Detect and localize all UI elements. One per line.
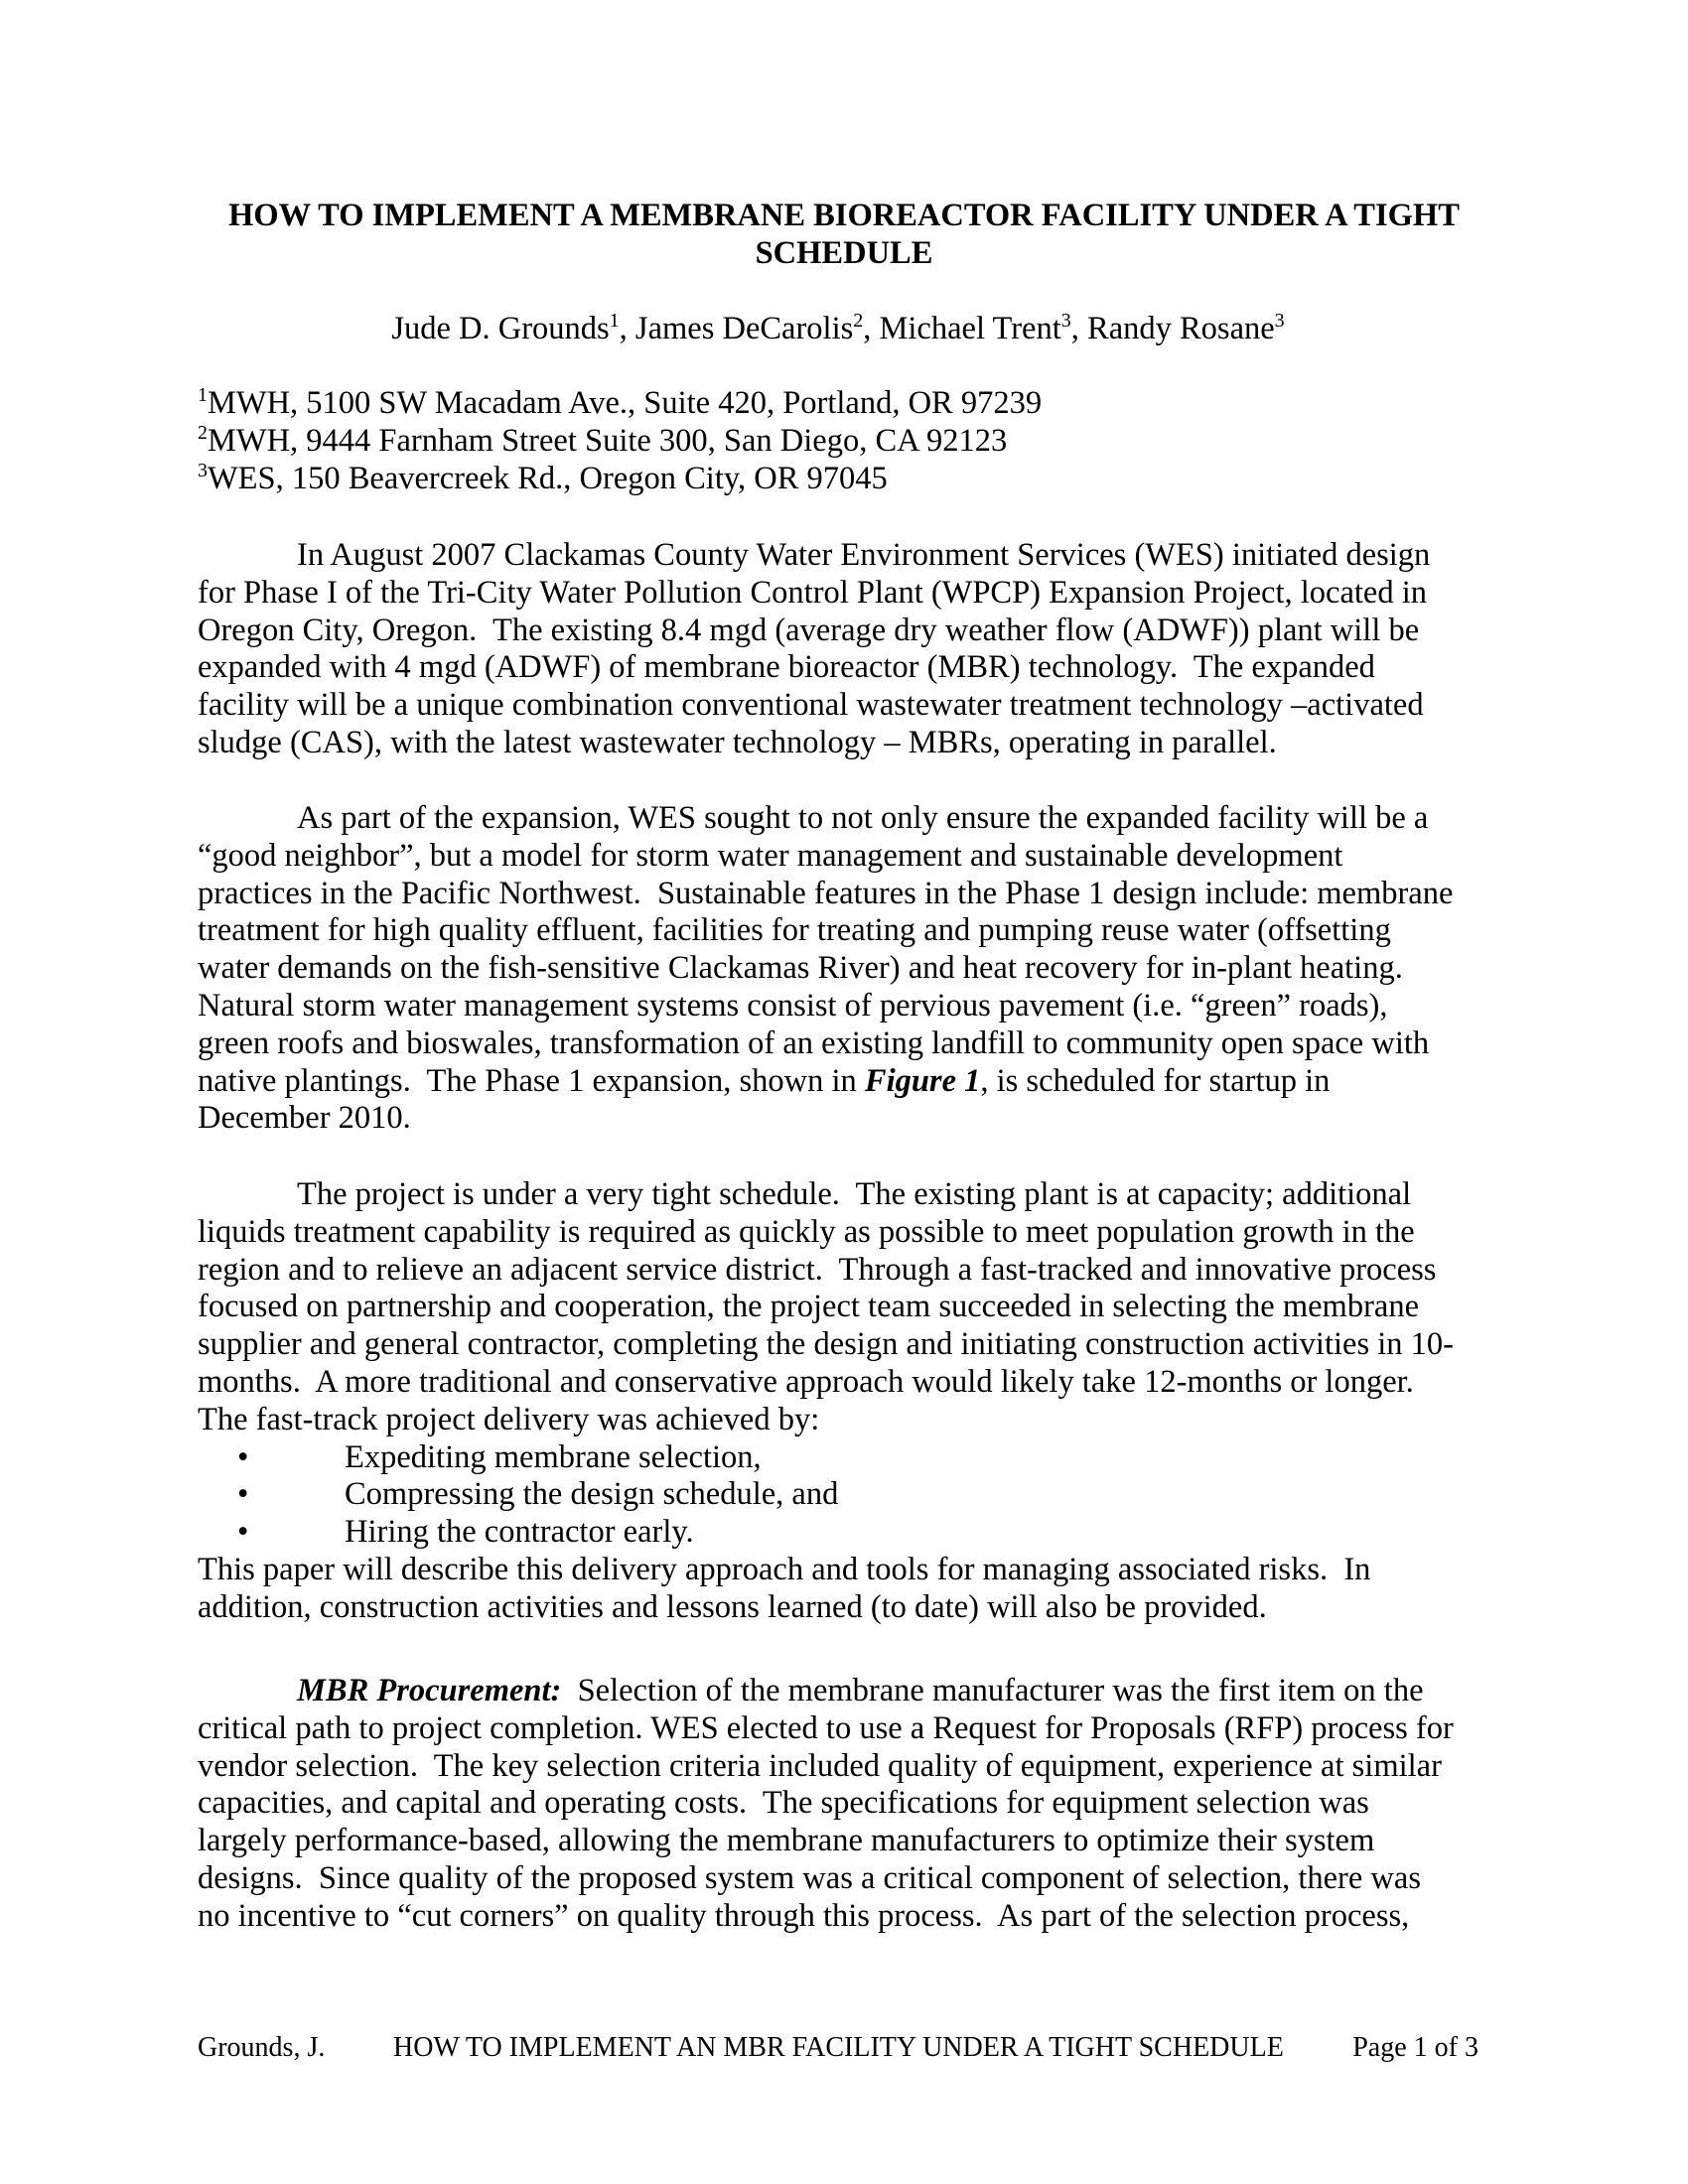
text-run: water demands on the fish-sensitive Clackamas River) and heat recovery for in-plant heating. xyxy=(198,950,1403,987)
text-run: liquids treatment capability is required as quickly as possible to meet population growth in the xyxy=(198,1213,1415,1250)
text-run: addition, construction activities and lessons learned (to date) will also be provided. xyxy=(198,1588,1267,1625)
text-run: critical path to project completion. WES elected to use a Request for Proposals (RFP) process for xyxy=(198,1709,1454,1746)
text-run: native plantings. The Phase 1 expansion, shown in xyxy=(198,1062,865,1099)
author-separator: , xyxy=(863,311,880,346)
text-run: designs. Since quality of the proposed system was a critical component of selection, there was xyxy=(198,1859,1421,1896)
affiliation-marker: 3 xyxy=(1274,310,1285,333)
text-line xyxy=(198,725,1478,762)
text-line xyxy=(198,1748,1478,1786)
text-line xyxy=(198,876,1478,913)
text-run: largely performance-based, allowing the membrane manufacturers to optimize their system xyxy=(198,1823,1375,1859)
affiliation-marker: 3 xyxy=(198,459,208,481)
text-run: The project is under a very tight schedule. The existing plant is at capacity; additional xyxy=(297,1176,1412,1212)
text-run: capacities, and capital and operating costs. The specifications for equipment selection was xyxy=(198,1785,1369,1822)
text-run: “good neighbor”, but a model for storm water management and sustainable development xyxy=(198,837,1343,874)
author-name: Randy Rosane xyxy=(1087,311,1275,346)
text-run: practices in the Pacific Northwest. Sustainable features in the Phase 1 design include: membrane xyxy=(198,875,1454,911)
paragraph-mbr-procurement xyxy=(198,1673,1478,1936)
bullet-icon: • xyxy=(237,1476,249,1513)
text-line xyxy=(198,1063,1478,1101)
text-line xyxy=(198,1214,1478,1252)
text-line xyxy=(198,687,1478,725)
text-line xyxy=(198,575,1478,613)
text-line xyxy=(198,912,1478,950)
text-run: treatment for high quality effluent, facilities for treating and pumping reuse water (offsetting xyxy=(198,912,1391,949)
author-separator: , xyxy=(1070,311,1088,346)
text-line xyxy=(198,1673,1478,1710)
author-line xyxy=(198,311,1478,348)
text-run: no incentive to “cut corners” on quality through this process. As part of the selection process, xyxy=(198,1897,1410,1934)
text-run: Natural storm water management systems consist of pervious pavement (i.e. “green” roads), xyxy=(198,987,1388,1024)
affiliation-text: WES, 150 Beavercreek Rd., Oregon City, OR 97045 xyxy=(208,460,888,496)
author-name: James DeCarolis xyxy=(634,311,854,346)
text-line xyxy=(198,1710,1478,1748)
footer-author: Grounds, J. xyxy=(198,2032,326,2063)
text-line xyxy=(198,1589,1478,1627)
bullet-icon: • xyxy=(237,1514,249,1551)
paragraph-intro xyxy=(198,537,1478,762)
text-line xyxy=(198,1100,1478,1138)
author-name: Jude D. Grounds xyxy=(391,311,610,346)
text-run: The fast-track project delivery was achieved by: xyxy=(198,1401,820,1437)
text-run: , is scheduled for startup in xyxy=(980,1062,1331,1099)
bullet-item xyxy=(198,1514,1478,1552)
author-list xyxy=(198,311,1478,348)
text-line xyxy=(198,1860,1478,1898)
text-run: vendor selection. The key selection criteria included quality of equipment, experience at similar xyxy=(198,1747,1442,1784)
text-line xyxy=(198,1364,1478,1402)
text-line xyxy=(198,1289,1478,1326)
text-run: for Phase I of the Tri-City Water Pollution Control Plant (WPCP) Expansion Project, located in xyxy=(198,574,1427,611)
text-line xyxy=(198,1025,1478,1063)
affiliation-line xyxy=(198,423,1478,461)
author-separator: , xyxy=(619,311,635,346)
text-run: facility will be a unique combination conventional wastewater treatment technology –activated xyxy=(198,687,1424,724)
text-run: Oregon City, Oregon. The existing 8.4 mgd (average dry weather flow (ADWF)) plant will be xyxy=(198,612,1420,648)
text-line xyxy=(198,800,1478,838)
text-run: focused on partnership and cooperation, the project team succeeded in selecting the membrane xyxy=(198,1289,1420,1325)
bullet-text: Compressing the design schedule, and xyxy=(345,1476,839,1513)
text-run: supplier and general contractor, completing the design and initiating construction activities in 10- xyxy=(198,1326,1454,1363)
text-line xyxy=(198,1823,1478,1860)
text-line xyxy=(198,838,1478,876)
affiliation-text: MWH, 5100 SW Macadam Ave., Suite 420, Portland, OR 97239 xyxy=(208,385,1043,421)
text-line xyxy=(198,1326,1478,1364)
text-line xyxy=(198,649,1478,687)
affiliation-marker: 2 xyxy=(853,310,864,333)
footer-page-number: Page 1 of 3 xyxy=(1352,2032,1478,2063)
affiliation-line xyxy=(198,385,1478,423)
bullet-item xyxy=(198,1476,1478,1514)
footer-running-title: HOW TO IMPLEMENT AN MBR FACILITY UNDER A TIGHT SCHEDULE xyxy=(393,2032,1284,2063)
text-run: months. A more traditional and conservative approach would likely take 12-months or longer. xyxy=(198,1363,1414,1400)
text-line xyxy=(198,1898,1478,1936)
text-run: expanded with 4 mgd (ADWF) of membrane bioreactor (MBR) technology. The expanded xyxy=(198,649,1375,686)
emphasis-text: Figure 1 xyxy=(864,1062,981,1099)
paper-title xyxy=(169,198,1519,273)
text-line xyxy=(198,988,1478,1025)
author-name: Michael Trent xyxy=(879,311,1061,346)
text-line xyxy=(198,537,1478,575)
affiliation-line xyxy=(198,461,1478,498)
text-run: December 2010. xyxy=(198,1100,411,1137)
text-line xyxy=(198,1785,1478,1823)
affiliation-marker: 3 xyxy=(1060,310,1071,333)
title-line: HOW TO IMPLEMENT A MEMBRANE BIOREACTOR FACILITY UNDER A TIGHT xyxy=(228,198,1460,233)
affiliation-marker: 1 xyxy=(609,310,620,333)
text-line xyxy=(198,1252,1478,1290)
affiliation-text: MWH, 9444 Farnham Street Suite 300, San Diego, CA 92123 xyxy=(208,422,1008,459)
text-run: Selection of the membrane manufacturer was the first item on the xyxy=(561,1673,1424,1708)
emphasis-text: MBR Procurement: xyxy=(297,1673,562,1708)
title-line: SCHEDULE xyxy=(755,234,933,271)
text-line xyxy=(198,1552,1478,1589)
bullet-text: Expediting membrane selection, xyxy=(345,1438,762,1475)
bullet-text: Hiring the contractor early. xyxy=(345,1514,694,1551)
text-run: region and to relieve an adjacent service district. Through a fast-tracked and innovative process xyxy=(198,1251,1437,1288)
bullet-icon: • xyxy=(237,1438,249,1475)
text-run: This paper will describe this delivery approach and tools for managing associated risks. In xyxy=(198,1551,1371,1587)
text-line xyxy=(198,613,1478,650)
paragraph-expansion xyxy=(198,800,1478,1138)
text-line xyxy=(198,1402,1478,1439)
text-line xyxy=(198,950,1478,988)
affiliation-marker: 1 xyxy=(198,384,208,407)
text-run: In August 2007 Clackamas County Water Environment Services (WES) initiated design xyxy=(297,537,1431,573)
affiliation-marker: 2 xyxy=(198,421,208,444)
bullet-item xyxy=(198,1439,1478,1477)
text-line xyxy=(198,1176,1478,1214)
paragraph-schedule xyxy=(198,1176,1478,1627)
text-run: sludge (CAS), with the latest wastewater technology – MBRs, operating in parallel. xyxy=(198,724,1277,760)
text-run: green roofs and bioswales, transformation of an existing landfill to community open space with xyxy=(198,1024,1430,1061)
affiliations xyxy=(198,385,1478,497)
text-run: As part of the expansion, WES sought to not only ensure the expanded facility will be a xyxy=(297,800,1429,836)
